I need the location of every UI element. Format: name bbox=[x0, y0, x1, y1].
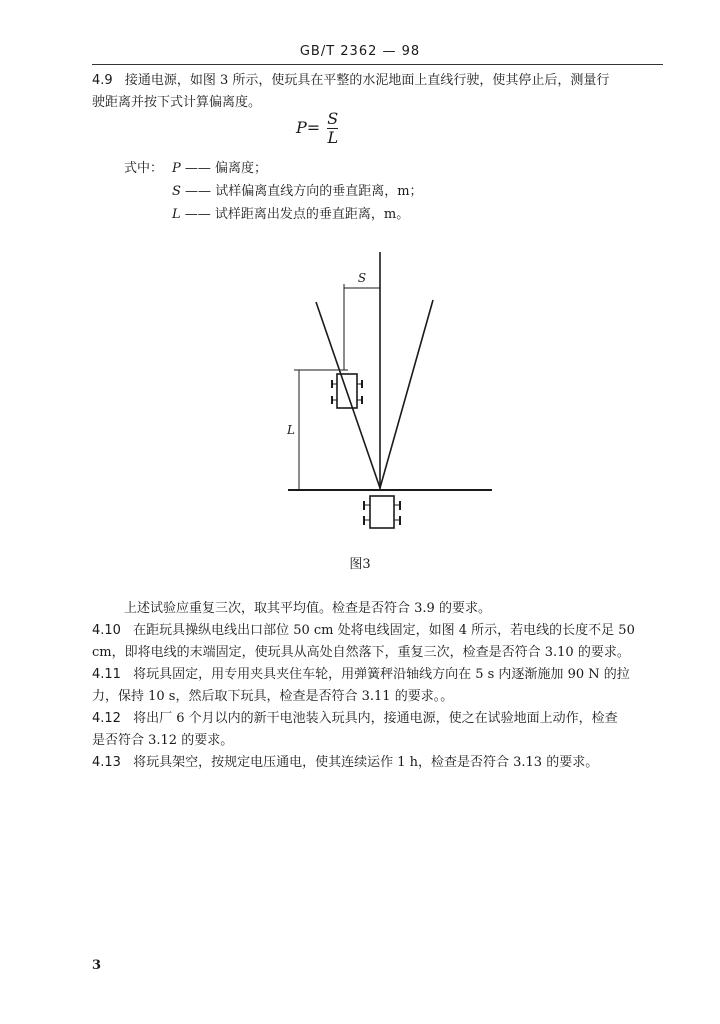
formula-denominator: L bbox=[327, 128, 339, 147]
definition-dash: —— bbox=[185, 184, 212, 199]
definition-symbol: S bbox=[172, 184, 181, 199]
toy-start-icon bbox=[364, 496, 400, 528]
figure-caption: 图3 bbox=[349, 557, 371, 572]
header-rule bbox=[92, 64, 663, 65]
definition-text: 偏离度； bbox=[215, 161, 268, 176]
section-text: 力，保持 10 s，然后取下玩具，检查是否符合 3.11 的要求。。 bbox=[92, 689, 454, 704]
section-4-13 bbox=[92, 752, 672, 774]
repeat-instruction: 上述试验应重复三次，取其平均值。检查是否符合 3.9 的要求。 bbox=[124, 601, 491, 616]
left-deviation-line bbox=[316, 302, 380, 488]
figure-label-s: S bbox=[357, 271, 367, 285]
definitions-intro: 式中： bbox=[124, 161, 164, 176]
section-number: 4.13 bbox=[92, 755, 121, 770]
page-number: 3 bbox=[92, 958, 102, 973]
figure-label-l: L bbox=[287, 423, 295, 437]
section-text: 在距玩具操纵电线出口部位 50 cm 处将电线固定，如图 4 所示，若电线的长度不足 50 bbox=[133, 623, 635, 638]
definition-text: 试样距离出发点的垂直距离，m。 bbox=[214, 207, 410, 222]
definition-item bbox=[172, 180, 423, 203]
formula-equals: = bbox=[306, 118, 321, 137]
section-text: 驶距离并按下式计算偏离度。 bbox=[92, 95, 262, 110]
section-text: cm，即将电线的末端固定，使玩具从高处自然落下，重复三次，检查是否符合 3.10 的要求。 bbox=[92, 645, 630, 660]
definition-item bbox=[172, 203, 423, 226]
section-text: 将出厂 6 个月以内的新干电池装入玩具内，接通电源，使之在试验地面上动作，检查 bbox=[133, 711, 618, 726]
section-4-11 bbox=[92, 664, 672, 708]
section-number: 4.12 bbox=[92, 711, 121, 726]
right-deviation-line bbox=[380, 300, 433, 488]
formula-lhs: P bbox=[296, 118, 307, 137]
definition-symbol: P bbox=[172, 161, 181, 176]
formula-fraction bbox=[327, 110, 338, 147]
section-text: 是否符合 3.12 的要求。 bbox=[92, 733, 234, 748]
definitions-list bbox=[172, 157, 423, 226]
section-4-12 bbox=[92, 708, 672, 752]
definition-dash: —— bbox=[184, 161, 211, 176]
section-number: 4.11 bbox=[92, 667, 121, 682]
section-text: 将玩具固定，用专用夹具夹住车轮，用弹簧秤沿轴线方向在 5 s 内逐渐施加 90 N 的拉 bbox=[133, 667, 630, 682]
definition-symbol: L bbox=[172, 207, 181, 222]
definition-text: 试样偏离直线方向的垂直距离，m； bbox=[215, 184, 423, 199]
page-header: GB/T 2362 — 98 bbox=[299, 44, 421, 59]
section-number: 4.9 bbox=[92, 73, 113, 88]
definition-dash: —— bbox=[184, 207, 211, 222]
figure-3-diagram bbox=[270, 250, 510, 540]
definition-item bbox=[172, 157, 423, 180]
section-text: 接通电源，如图 3 所示，使玩具在平整的水泥地面上直线行驶，使其停止后，测量行 bbox=[124, 73, 610, 88]
section-4-10 bbox=[92, 620, 672, 664]
section-text: 将玩具架空，按规定电压通电，使其连续运作 1 h，检查是否符合 3.13 的要求。 bbox=[133, 755, 599, 770]
formula bbox=[296, 110, 338, 147]
formula-numerator: S bbox=[327, 109, 339, 128]
section-4-9 bbox=[92, 70, 672, 114]
section-number: 4.10 bbox=[92, 623, 121, 638]
